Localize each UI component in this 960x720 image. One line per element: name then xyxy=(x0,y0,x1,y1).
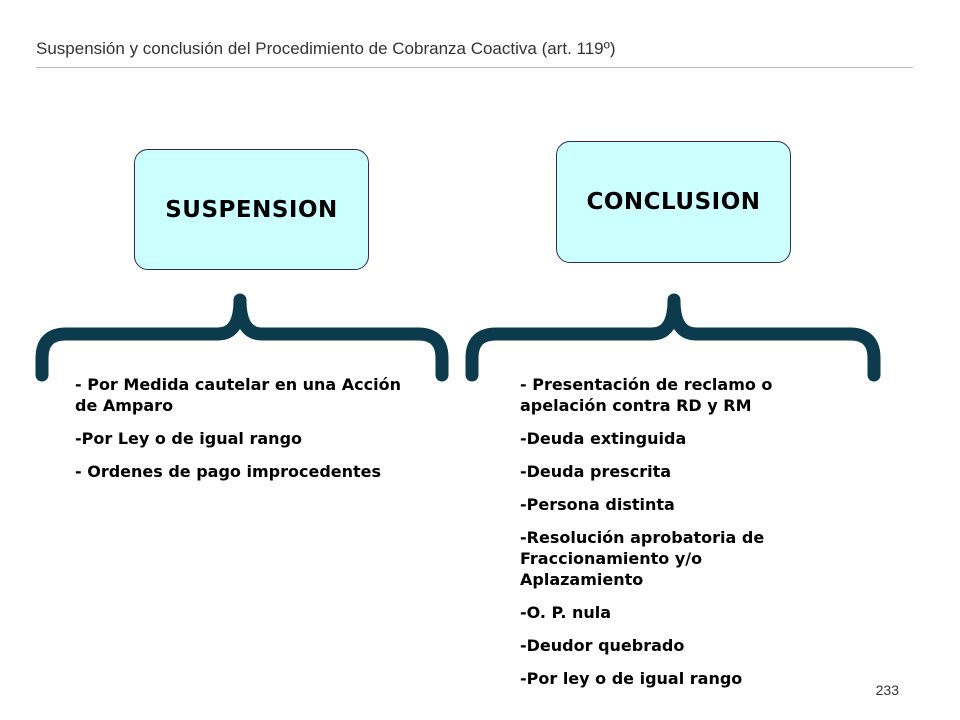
list-item: - Ordenes de pago improcedentes xyxy=(75,462,382,481)
list-item: -Deuda prescrita xyxy=(520,462,672,481)
list-item: -O. P. nula xyxy=(520,603,612,622)
list-item: -Deudor quebrado xyxy=(520,636,685,655)
conclusion-list xyxy=(520,374,820,701)
list-item: -Deuda extinguida xyxy=(520,429,687,448)
page-number: 233 xyxy=(875,682,899,698)
conclusion-label: CONCLUSION xyxy=(586,189,761,215)
list-item: -Por ley o de igual rango xyxy=(520,669,743,688)
list-item: - Presentación de reclamo o apelación contra RD y RM xyxy=(520,375,773,415)
suspension-brace xyxy=(42,300,442,375)
list-item: -Por Ley o de igual rango xyxy=(75,429,303,448)
list-item: -Persona distinta xyxy=(520,495,675,514)
slide-title: Suspensión y conclusión del Procedimiento de Cobranza Coactiva (art. 119º) xyxy=(36,39,616,58)
suspension-label: SUSPENSION xyxy=(165,196,338,223)
conclusion-brace xyxy=(472,300,874,375)
list-item: - Por Medida cautelar en una Acción de Amparo xyxy=(75,375,402,415)
suspension-list xyxy=(75,374,405,494)
list-item: -Resolución aprobatoria de Fraccionamiento y/o Aplazamiento xyxy=(520,528,765,589)
